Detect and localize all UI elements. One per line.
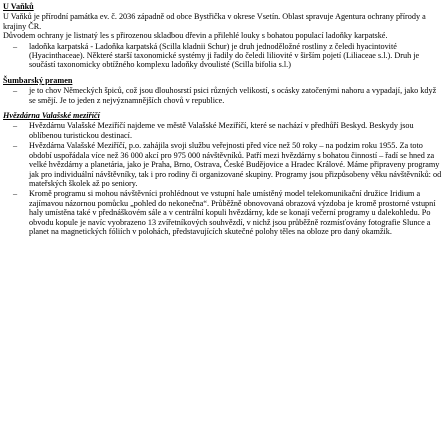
section-sumbarsky-pramen — [3, 76, 444, 105]
paragraph: Důvodem ochrany je listnatý les s přirozenou skladbou dřevin a přilehlé louky s bohatou populací ladoňky karpatské. — [3, 31, 388, 41]
list-item: – je to chov Německých špiců, což jsou dlouhosrstí psici různých velikostí, s ocásky zatočenými nahoru a vypadají, jako když se smějí. Je to jeden z nejvýznamnějších chovů v republice. — [29, 86, 444, 105]
list-item: – Kromě programu si mohou návštěvníci prohlédnout ve vstupní hale umístěný model telekomunikační družice Iridium a zajímavou názornou pomůcku „pohled do nekonečna“. Průběžně obnovovaná obrazová výzdoba je kromě prostorné vstupní haly umístěna také v přednáškovém sále a v centrální kopuli hvězdárny, kde se konají večerní programy u dalekohledu. Po obvodu kopule je navíc vyobrazeno 13 zvířetníkových souhvězdí, v nichž jsou průběžně rozmísťovány fotografie Slunce a planet na magnetických fóliích v polohách, představujících skutečné polohy těles na obloze pro daný okamžik. — [29, 189, 444, 236]
section-u-vanku — [3, 2, 444, 70]
bullet-list — [3, 42, 444, 70]
paragraph: U Vaňků je přírodní památka ev. č. 2036 západně od obce Bystřička v okrese Vsetín. Oblast spravuje Agentura ochrany přírody a krajiny ČR. — [3, 12, 426, 31]
list-item: – Hvězdárna Valašské Meziříčí, p.o. zahájila svoji službu veřejnosti před více než 50 roky – na podzim roku 1955. Za toto období uspořádala více než 36 000 akcí pro 975 000 návštěvníků. Patří mezi hvězdárny s bohatou činností – řadí se hned za velké hvězdárny a planetária, jako je Praha, Brno, Ostrava, České Budějovice a Hradec Králové. Máme připraveny programy jak pro individuální návštěvníky, tak i pro rodiny či organizované skupiny. Programy jsou přizpůsobeny věku návštěvníků: od mateřských školek až po seniory. — [29, 141, 444, 188]
list-item: – Hvězdárnu Valašské Meziříčí najdeme ve městě Valašské Meziříčí, které se nachází v předhůří Beskyd. Beskydy jsou oblíbenou turistickou destinací. — [29, 121, 444, 140]
list-item: – ladoňka karpatská - Ladoňka karpatská (Scilla kladnii Schur) je druh jednoděložné rostliny z čeledi hyacintovité (Hyacinthaceae). Některé starší taxonomické systémy ji řadily do čeledi liliovité v širším pojetí (Liliaceae s.l.). Druh je součástí taxonomicky obtížného komplexu ladoňky dvoulisté (Scilla bifolia s.l.) — [29, 42, 444, 70]
section-hvezdarna — [3, 111, 444, 236]
section-title: Šumbarský pramen — [3, 75, 73, 85]
bullet-list — [3, 121, 444, 236]
section-title: U Vaňků — [3, 2, 34, 11]
section-title: Hvězdárna Valašské meziříčí — [3, 111, 100, 121]
bullet-list — [3, 86, 444, 105]
